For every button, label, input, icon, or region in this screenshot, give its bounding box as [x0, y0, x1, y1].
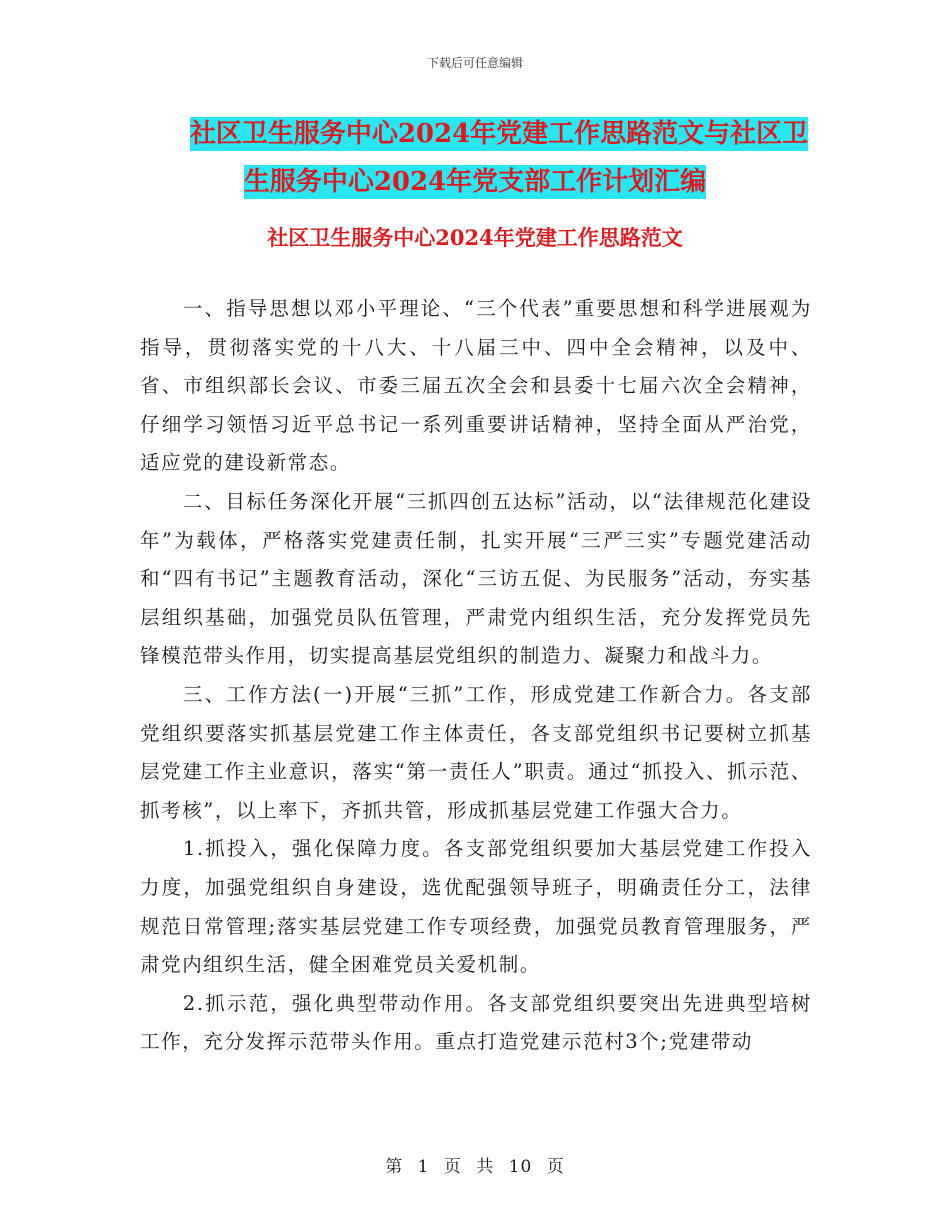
paragraph: 2.抓示范，强化典型带动作用。各支部党组织要突出先进典型培树工作，充分发挥示范带头作用。重点打造党建示范村3个;党建带动 — [140, 991, 812, 1054]
footer-page-unit: 页 — [443, 1157, 462, 1177]
paragraph: 三、工作方法(一)开展“三抓”工作，形成党建工作新合力。各支部党组织要落实抓基层党建工作主体责任，各支部党组织书记要树立抓基层党建工作主业意识，落实“第一责任人”职责。通过“抓投入、抓示范、抓考核”，以上率下，齐抓共管，形成抓基层党建工作强大合力。 — [140, 682, 812, 822]
footer-prefix: 第 — [385, 1157, 404, 1177]
document-title-line-2 — [0, 158, 950, 206]
paragraph: 1.抓投入，强化保障力度。各支部党组织要加大基层党建工作投入力度，加强党组织自身建设，选优配强领导班子，明确责任分工，法律规范日常管理;落实基层党建工作专项经费，加强党员教育管理服务，严肃党内组织生活，健全困难党员关爱机制。 — [140, 837, 812, 977]
header-note: 下载后可任意编辑 — [426, 56, 523, 70]
document-title-line-1 — [0, 110, 950, 158]
title-highlight-2: 生服务中心2024年党支部工作计划汇编 — [243, 167, 707, 197]
title-highlight-1: 社区卫生服务中心2024年党建工作思路范文与社区卫 — [189, 119, 809, 149]
document-title — [0, 110, 950, 206]
section-title: 社区卫生服务中心2024年党建工作思路范文 — [267, 225, 683, 250]
paragraph: 一、指导思想以邓小平理论、“三个代表”重要思想和科学进展观为指导，贯彻落实党的十八大、十八届三中、四中全会精神，以及中、省、市组织部长会议、市委三届五次全会和县委十七届六次全会精神，仔细学习领悟习近平总书记一系列重要讲话精神，坚持全面从严治党，适应党的建设新常态。 — [140, 297, 812, 475]
document-body — [140, 290, 812, 1062]
page-footer — [0, 1152, 950, 1177]
footer-total-unit: 页 — [546, 1157, 565, 1177]
paragraph: 二、目标任务深化开展“三抓四创五达标”活动，以“法律规范化建设年”为载体，严格落实党建责任制，扎实开展“三严三实”专题党建活动和“四有书记”主题教育活动，深化“三访五促、为民服务”活动，夯实基层组织基础，加强党员队伍管理，严肃党内组织生活，充分发挥党员先锋模范带头作用，切实提高基层党组织的制造力、凝聚力和战斗力。 — [140, 489, 812, 668]
footer-total-prefix: 共 — [476, 1157, 495, 1177]
footer-current-page: 1 — [417, 1157, 430, 1177]
footer-total-pages: 10 — [508, 1157, 533, 1177]
